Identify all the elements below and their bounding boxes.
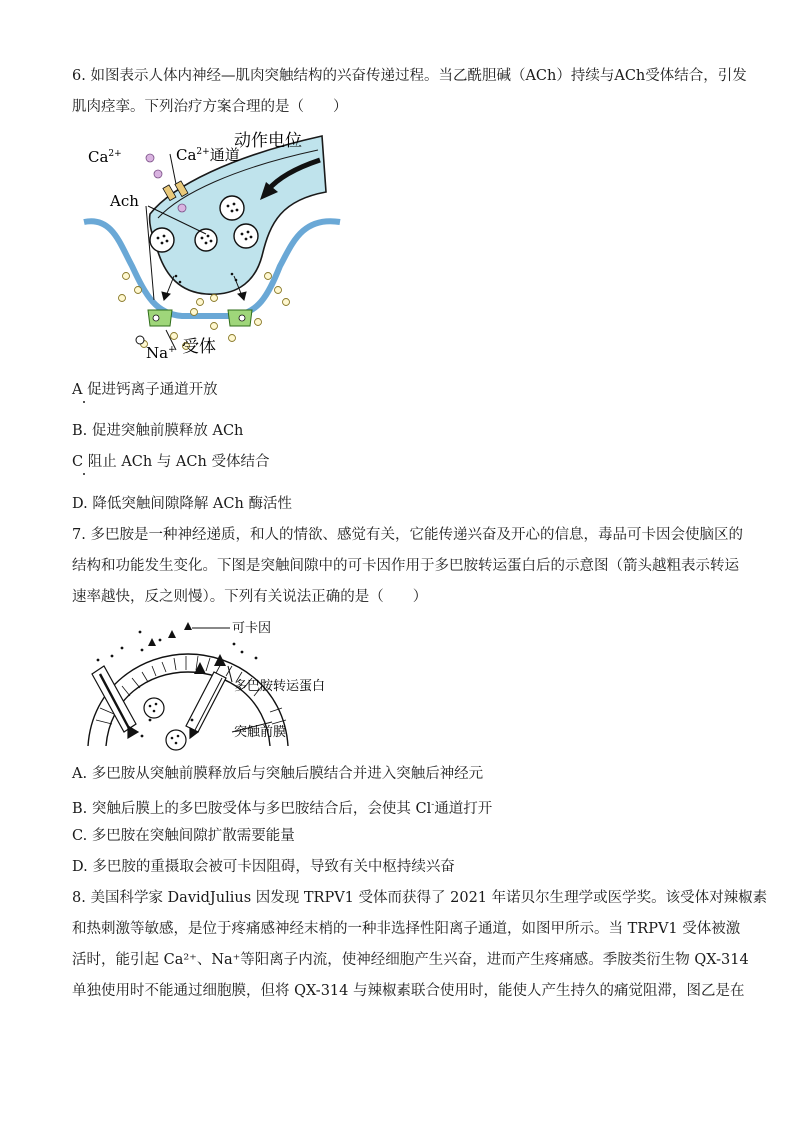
- q6-option-c[interactable]: C 阻止 ACh 与 ACh 受体结合: [72, 454, 270, 470]
- q8-line-4: 单独使用时不能通过细胞膜，但将 QX-314 与辣椒素联合使用时，能使人产生持久的痛觉阻滞，图乙是在: [72, 983, 745, 999]
- q6-option-a[interactable]: A 促进钙离子通道开放: [72, 382, 218, 398]
- label-action-potential: 动作电位: [234, 131, 302, 151]
- stray-mark: [83, 401, 85, 403]
- q7-stem-line-3: 速率越快，反之则慢）。下列有关说法正确的是（ ）: [72, 589, 428, 605]
- q7-stem-line-1: 7. 多巴胺是一种神经递质，和人的情欲、感觉有关，它能传递兴奋及开心的信息，毒品可卡因会使脑区的: [72, 527, 743, 543]
- sodium-ion: [136, 336, 144, 344]
- label-ach: Ach: [110, 192, 139, 210]
- q8-line-1: 8. 美国科学家 DavidJulius 因发现 TRPV1 受体而获得了 2021 年诺贝尔生理学或医学奖。该受体对辣椒素: [72, 890, 768, 906]
- q7-dopamine-figure: [82, 616, 352, 756]
- label-dopamine-transporter: 多巴胺转运蛋白: [234, 679, 326, 694]
- q6-option-b[interactable]: B. 促进突触前膜释放 ACh: [72, 423, 244, 439]
- label-receptor: 受体: [182, 337, 216, 357]
- q7-option-a[interactable]: A. 多巴胺从突触前膜释放后与突触后膜结合并进入突触后神经元: [72, 766, 484, 782]
- q6-option-d[interactable]: D. 降低突触间隙降解 ACh 酶活性: [72, 496, 292, 512]
- cocaine-icons: [148, 622, 226, 674]
- dopamine-transporter-left: [92, 666, 138, 738]
- q7-option-d[interactable]: D. 多巴胺的重摄取会被可卡因阻碍，导致有关中枢持续兴奋: [72, 859, 455, 875]
- q7-stem-line-2: 结构和功能发生变化。下图是突触间隙中的可卡因作用于多巴胺转运蛋白后的示意图（箭头越粗表示转运: [72, 558, 739, 574]
- q7-option-c[interactable]: C. 多巴胺在突触间隙扩散需要能量: [72, 828, 295, 844]
- label-presynaptic-membrane: 突触前膜: [234, 725, 287, 740]
- label-ca: $Ca^{2+}$: [88, 148, 122, 166]
- label-na: Na+: [146, 344, 176, 362]
- q7-option-b[interactable]: B. 突触后膜上的多巴胺受体与多巴胺结合后，会使其 Cl-通道打开: [72, 800, 493, 817]
- q8-line-2: 和热刺激等敏感，是位于疼痛感神经末梢的一种非选择性阳离子通道，如图甲所示。当 TRPV1 受体被激: [72, 921, 741, 937]
- label-ca-channel: $Ca^{2+}$通道: [176, 146, 240, 164]
- label-cocaine: 可卡因: [232, 621, 272, 636]
- q6-stem-line-2: 肌肉痉挛。下列治疗方案合理的是（ ）: [72, 99, 348, 115]
- q6-synapse-figure: [82, 126, 342, 366]
- stray-mark: [83, 473, 85, 475]
- q6-stem-line-1: 6. 如图表示人体内神经—肌肉突触结构的兴奋传递过程。当乙酰胆碱（ACh）持续与ACh受体结合，引发: [72, 68, 747, 84]
- dopamine-transporter-right: [186, 672, 226, 738]
- q8-line-3: 活时，能引起 Ca²⁺、Na⁺等阳离子内流，使神经细胞产生兴奋，进而产生疼痛感。季胺类衍生物 QX-314: [72, 952, 749, 968]
